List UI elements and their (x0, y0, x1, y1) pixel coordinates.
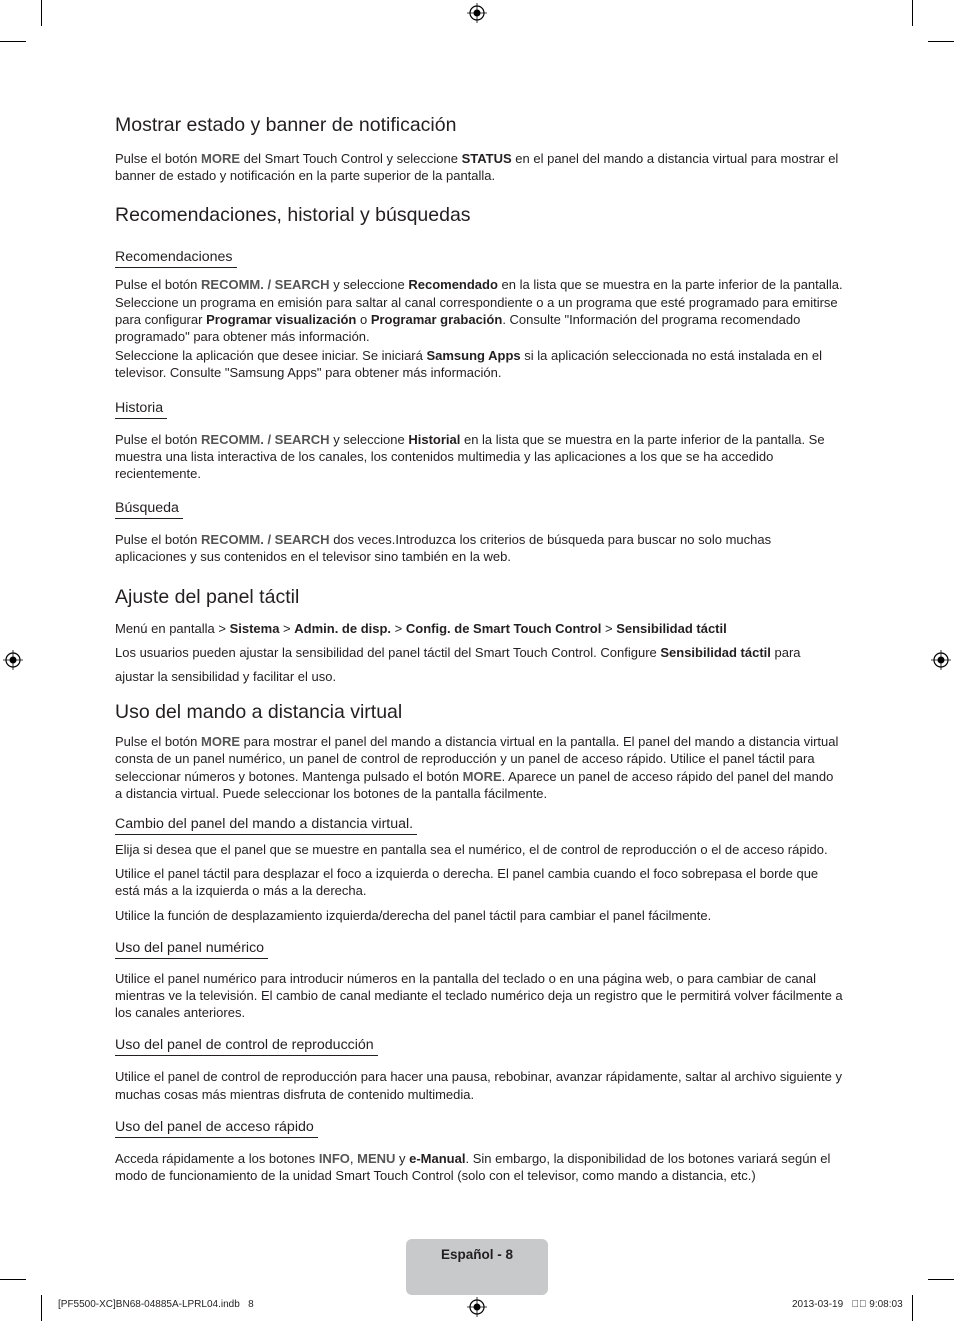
crop-mark (912, 1295, 913, 1321)
crop-mark (41, 1295, 42, 1321)
subsection-title: Uso del panel de acceso rápido (115, 1119, 318, 1138)
crop-mark (0, 1279, 26, 1280)
registration-mark-icon (3, 650, 23, 670)
section-title-tactil: Ajuste del panel táctil (115, 585, 300, 608)
paragraph: ajustar la sensibilidad y facilitar el uso. (115, 669, 337, 685)
paragraph: Pulse el botón MORE del Smart Touch Control y seleccione STATUS en el panel del mando a distancia virtual para mostrar el banner de estado y notificación en la parte superior de la pantalla. (115, 151, 839, 184)
paragraph: Seleccione la aplicación que desee iniciar. Se iniciará Samsung Apps si la aplicación seleccionada no está instalada en el televisor. Consulte "Samsung Apps" para obtener más información. (115, 348, 822, 381)
subsection-title: Historia (115, 400, 167, 419)
crop-mark (912, 0, 913, 26)
menu-path: Menú en pantalla > Sistema > Admin. de disp. > Config. de Smart Touch Control > Sensibilidad táctil (115, 620, 727, 636)
paragraph: Elija si desea que el panel que se muestre en pantalla sea el numérico, el de control de reproducción o el de acceso rápido. (115, 842, 828, 858)
paragraph: Utilice el panel táctil para desplazar el foco a izquierda o derecha. El panel cambia cuando el foco sobrepasa el borde que está más a la izquierda o más a la derecha. (115, 866, 819, 899)
section-title-recomendaciones: Recomendaciones, historial y búsquedas (115, 204, 471, 227)
registration-mark-icon (467, 3, 487, 23)
page-number-tab: Español - 8 (406, 1239, 548, 1295)
print-timestamp: 2013-03-19 ￿￿ 9:08:03 (792, 1299, 903, 1310)
subsection-title: Cambio del panel del mando a distancia virtual. (115, 816, 417, 835)
subsection-title: Recomendaciones (115, 249, 237, 268)
crop-mark (41, 0, 42, 26)
crop-mark (928, 1279, 954, 1280)
file-info: [PF5500-XC]BN68-04885A-LPRL04.indb 8 (58, 1299, 254, 1310)
paragraph: Pulse el botón RECOMM. / SEARCH dos veces.Introduzca los criterios de búsqueda para buscar no solo muchas aplicaciones y sus contenidos en el televisor sino también en la web. (115, 532, 772, 565)
section-title-estado: Mostrar estado y banner de notificación (115, 114, 457, 136)
paragraph: Acceda rápidamente a los botones INFO, MENU y e-Manual. Sin embargo, la disponibilidad de los botones variará según el modo de funcionamiento de la unidad Smart Touch Control (solo con el televisor, como mando a distancia, etc.) (115, 1150, 831, 1184)
subsection-title: Uso del panel de control de reproducción (115, 1037, 378, 1056)
paragraph: Utilice el panel numérico para introducir números en la pantalla del teclado o en una página web, o para cambiar de canal mientras ve la televisión. El cambio de canal mediante el teclado numérico deja un registro que le permitirá volver fácilmente a los canales anteriores. (115, 970, 843, 1021)
paragraph: Pulse el botón RECOMM. / SEARCH y seleccione Historial en la lista que se muestra en la parte inferior de la pantalla. Se muestra una lista interactiva de los canales, los contenidos multimedia y las aplicaciones a los que se ha accedido recientemente. (115, 431, 825, 482)
registration-mark-icon (467, 1297, 487, 1317)
registration-mark-icon (931, 650, 951, 670)
page-content (115, 112, 843, 1184)
crop-mark (928, 41, 954, 42)
paragraph: Los usuarios pueden ajustar la sensibilidad del panel táctil del Smart Touch Control. Configure Sensibilidad táctil para (115, 644, 801, 660)
subsection-title: Uso del panel numérico (115, 940, 268, 959)
paragraph: Utilice el panel de control de reproducción para hacer una pausa, rebobinar, avanzar rápidamente, saltar al archivo siguiente y muchas cosas más mientras disfruta de contenido multimedia. (115, 1069, 842, 1102)
section-title-mando: Uso del mando a distancia virtual (115, 701, 403, 724)
crop-mark (0, 41, 26, 42)
paragraph: Pulse el botón MORE para mostrar el panel del mando a distancia virtual en la pantalla. El panel del mando a distancia virtual consta de un panel numérico, un panel de control de reproducción y un panel de acceso rápido. Utilice el panel táctil para seleccionar números y botones. Mantenga pulsado el botón MORE. Aparece un panel de acceso rápido del panel del mando a distancia virtual. Puede seleccionar los botones de la pantalla fácilmente. (115, 734, 839, 801)
paragraph: Utilice la función de desplazamiento izquierda/derecha del panel táctil para cambiar el panel fácilmente. (115, 907, 712, 923)
paragraph: Pulse el botón RECOMM. / SEARCH y seleccione Recomendado en la lista que se muestra en la parte inferior de la pantalla. Seleccione un programa en emisión para saltar al canal correspondiente o a un programa que esté programado para emitirse para configurar Programar visualización o Programar grabación. Consulte "Información del programa recomendado programado" para obtener más información. (115, 277, 843, 345)
subsection-title: Búsqueda (115, 500, 183, 519)
